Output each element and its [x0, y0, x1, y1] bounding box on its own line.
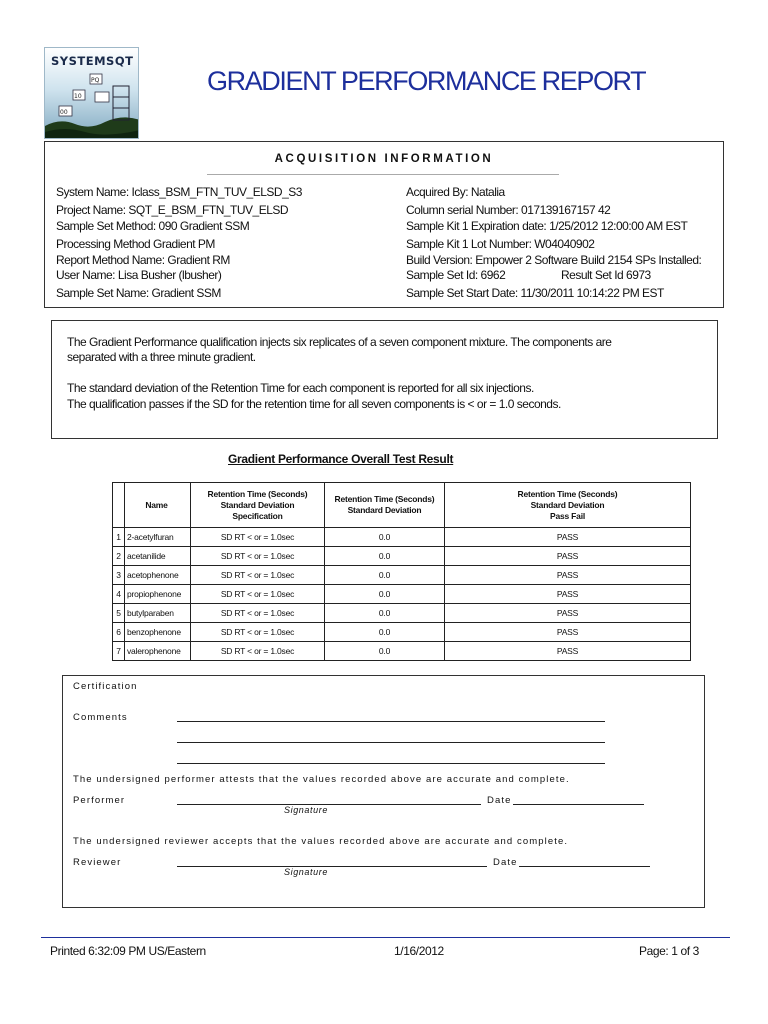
row-index: 5	[113, 604, 125, 623]
header-sd-line: Standard Deviation	[347, 505, 422, 515]
pass-fail: PASS	[445, 528, 691, 547]
build-version: Build Version: Empower 2 Software Build 2154 SPs Installed:	[406, 253, 702, 267]
reviewer-signature-line[interactable]	[177, 866, 487, 867]
row-index: 7	[113, 642, 125, 661]
pass-fail: PASS	[445, 547, 691, 566]
specification: SD RT < or = 1.0sec	[191, 623, 325, 642]
description-line: The qualification passes if the SD for the retention time for all seven components is < or = 1.0 seconds.	[67, 397, 561, 411]
component-name: propiophenone	[125, 585, 191, 604]
performer-date-line[interactable]	[513, 804, 644, 805]
performer-signature-caption: Signature	[284, 805, 328, 815]
header-spec-line: Retention Time (Seconds)	[207, 488, 308, 499]
print-date: 1/16/2012	[394, 944, 444, 958]
pass-fail: PASS	[445, 585, 691, 604]
row-index: 2	[113, 547, 125, 566]
processing-method: Processing Method Gradient PM	[56, 237, 215, 251]
certification-heading: Certification	[73, 681, 138, 692]
header-pass-fail	[445, 483, 691, 528]
acquired-by: Acquired By: Natalia	[406, 185, 505, 199]
report-method-name: Report Method Name: Gradient RM	[56, 253, 230, 267]
header-sd-line: Retention Time (Seconds)	[334, 494, 435, 504]
specification: SD RT < or = 1.0sec	[191, 528, 325, 547]
component-name: butylparaben	[125, 604, 191, 623]
performer-statement: The undersigned performer attests that the values recorded above are accurate and complete.	[73, 774, 570, 785]
sample-set-id: Sample Set Id: 6962	[406, 268, 506, 282]
page-number: Page: 1 of 3	[639, 944, 699, 958]
component-name: 2-acetylfuran	[125, 528, 191, 547]
acquisition-heading: ACQUISITION INFORMATION	[274, 153, 494, 165]
result-set-id: Result Set Id 6973	[561, 268, 651, 282]
pass-fail: PASS	[445, 642, 691, 661]
table-row	[113, 585, 691, 604]
table-row	[113, 642, 691, 661]
header-specification	[191, 483, 325, 528]
table-row	[113, 604, 691, 623]
comments-line[interactable]	[177, 721, 605, 722]
pass-fail: PASS	[445, 623, 691, 642]
standard-deviation: 0.0	[325, 566, 445, 585]
svg-text:00: 00	[60, 109, 68, 116]
header-pf-line: Pass Fail	[549, 510, 586, 521]
svg-text:10: 10	[74, 93, 82, 100]
reviewer-label: Reviewer	[73, 857, 122, 868]
user-name: User Name: Lisa Busher (lbusher)	[56, 268, 222, 282]
specification: SD RT < or = 1.0sec	[191, 604, 325, 623]
report-title: GRADIENT PERFORMANCE REPORT	[207, 66, 646, 96]
pass-fail: PASS	[445, 604, 691, 623]
certification-box	[62, 675, 705, 908]
description-line: The Gradient Performance qualification injects six replicates of a seven component mixture. The components are	[67, 335, 612, 349]
comments-line[interactable]	[177, 742, 605, 743]
table-row	[113, 528, 691, 547]
standard-deviation: 0.0	[325, 528, 445, 547]
sample-set-method: Sample Set Method: 090 Gradient SSM	[56, 219, 250, 233]
header-name-label: Name	[145, 499, 168, 510]
specification: SD RT < or = 1.0sec	[191, 566, 325, 585]
standard-deviation: 0.0	[325, 604, 445, 623]
row-index: 3	[113, 566, 125, 585]
standard-deviation: 0.0	[325, 623, 445, 642]
footer-divider	[41, 937, 730, 938]
header-pf-line: Retention Time (Seconds)	[517, 488, 618, 499]
heading-divider	[207, 174, 559, 175]
row-index: 1	[113, 528, 125, 547]
header-index	[113, 483, 125, 528]
sample-set-start-date: Sample Set Start Date: 11/30/2011 10:14:22 PM EST	[406, 286, 664, 300]
performer-label: Performer	[73, 795, 126, 806]
row-index: 4	[113, 585, 125, 604]
specification: SD RT < or = 1.0sec	[191, 547, 325, 566]
standard-deviation: 0.0	[325, 585, 445, 604]
specification: SD RT < or = 1.0sec	[191, 642, 325, 661]
standard-deviation: 0.0	[325, 642, 445, 661]
header-name	[125, 483, 191, 528]
system-name: System Name: Iclass_BSM_FTN_TUV_ELSD_S3	[56, 185, 302, 199]
component-name: benzophenone	[125, 623, 191, 642]
table-row	[113, 566, 691, 585]
header-spec-line: Specification	[232, 510, 283, 521]
systemsqt-logo	[44, 47, 139, 139]
svg-text:PQ: PQ	[91, 77, 100, 84]
description-line: separated with a three minute gradient.	[67, 350, 256, 364]
performer-signature-line[interactable]	[177, 804, 481, 805]
sample-kit-lot-number: Sample Kit 1 Lot Number: W04040902	[406, 237, 595, 251]
row-index: 6	[113, 623, 125, 642]
logo-text: SYSTEMSQT	[51, 54, 134, 68]
header-standard-deviation	[325, 483, 445, 528]
component-name: acetophenone	[125, 566, 191, 585]
component-name: valerophenone	[125, 642, 191, 661]
reviewer-date-line[interactable]	[519, 866, 650, 867]
column-serial-number: Column serial Number: 017139167157 42	[406, 203, 611, 217]
reviewer-signature-caption: Signature	[284, 867, 328, 877]
reviewer-date-label: Date	[493, 857, 518, 868]
comments-label: Comments	[73, 712, 128, 723]
table-header-row	[113, 483, 691, 528]
sample-kit-expiration: Sample Kit 1 Expiration date: 1/25/2012 12:00:00 AM EST	[406, 219, 688, 233]
results-table	[112, 482, 691, 661]
table-row	[113, 623, 691, 642]
comments-line[interactable]	[177, 763, 605, 764]
reviewer-statement: The undersigned reviewer accepts that the values recorded above are accurate and complete.	[73, 836, 569, 847]
standard-deviation: 0.0	[325, 547, 445, 566]
description-line: The standard deviation of the Retention Time for each component is reported for all six injections.	[67, 381, 534, 395]
pass-fail: PASS	[445, 566, 691, 585]
printed-timestamp: Printed 6:32:09 PM US/Eastern	[50, 944, 206, 958]
performer-date-label: Date	[487, 795, 512, 806]
header-pf-line: Standard Deviation	[530, 499, 605, 510]
table-row	[113, 547, 691, 566]
component-name: acetanilide	[125, 547, 191, 566]
results-table-title: Gradient Performance Overall Test Result	[228, 452, 454, 466]
header-spec-line: Standard Deviation	[220, 499, 295, 510]
specification: SD RT < or = 1.0sec	[191, 585, 325, 604]
sample-set-name: Sample Set Name: Gradient SSM	[56, 286, 221, 300]
project-name: Project Name: SQT_E_BSM_FTN_TUV_ELSD	[56, 203, 289, 217]
